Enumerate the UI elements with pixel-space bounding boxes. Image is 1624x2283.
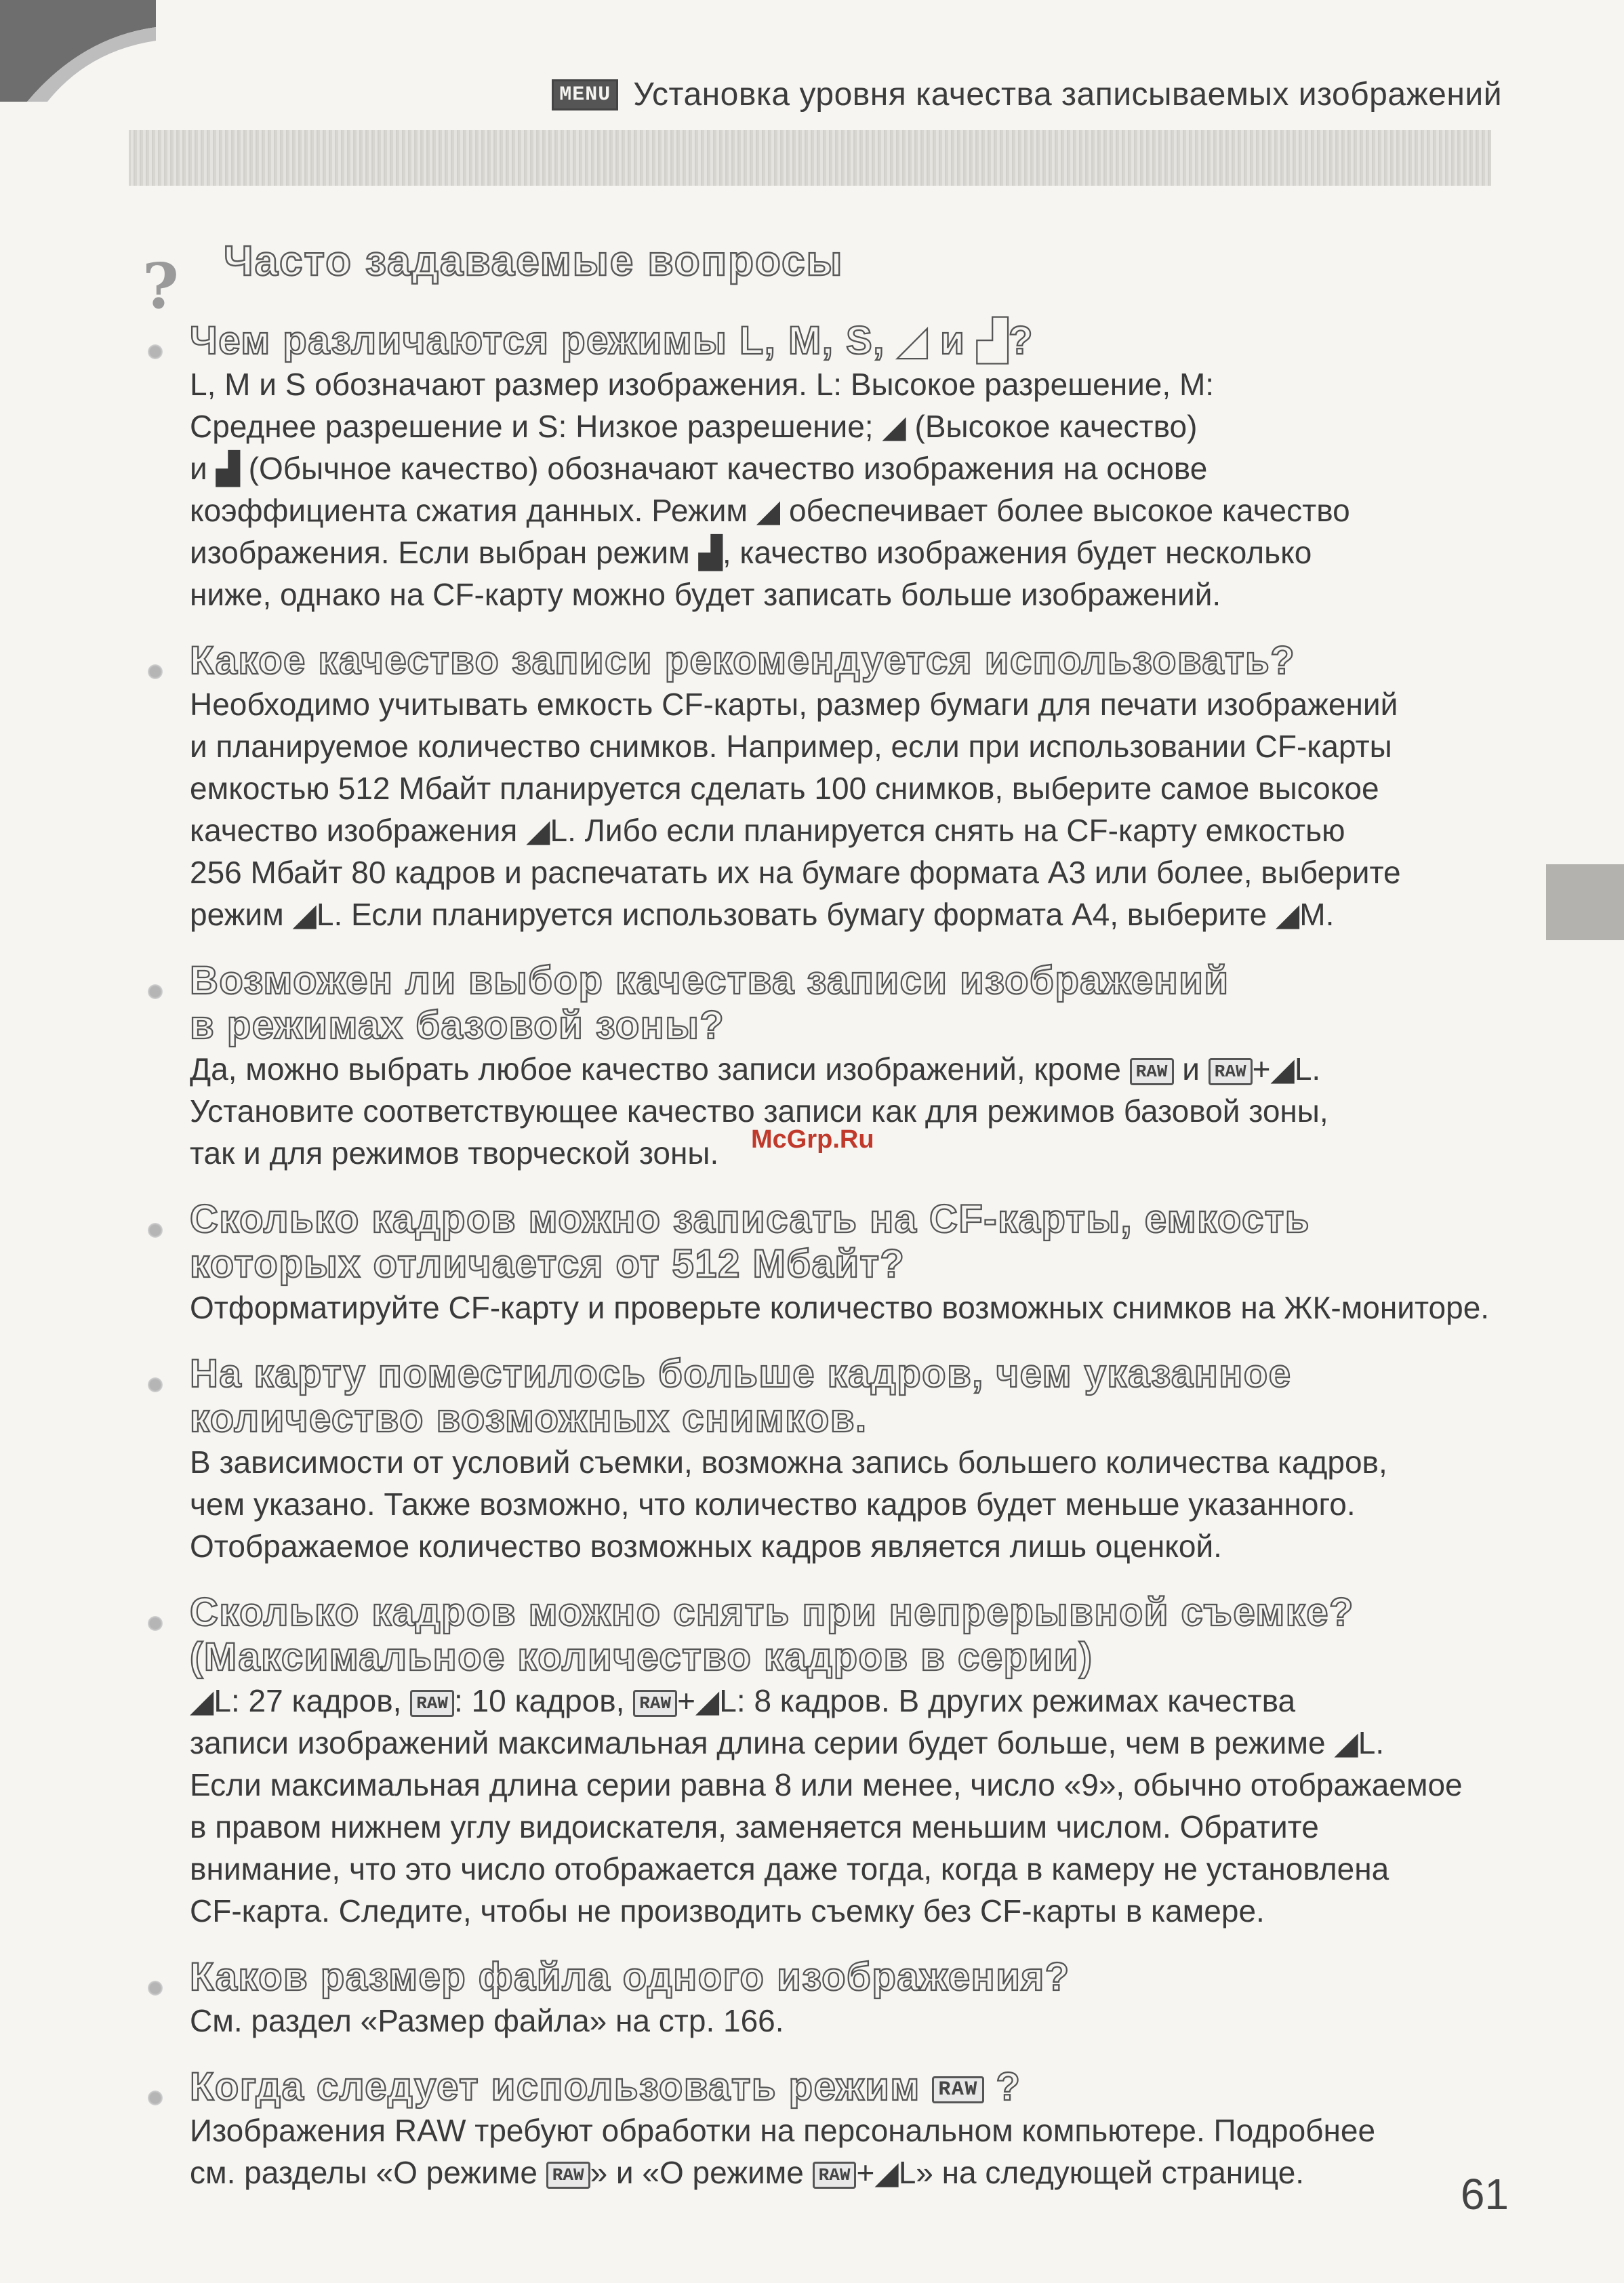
header-title: Установка уровня качества записываемых изображений (633, 77, 1502, 113)
page-number: 61 (1460, 2170, 1509, 2219)
raw-icon: RAW (1209, 1058, 1253, 1085)
question: Возможен ли выбор качества записи изображений в режимах базовой зоны? (190, 958, 1230, 1047)
watermark: McGrp.Ru (751, 1125, 874, 1154)
chapter-side-tab (1546, 864, 1624, 940)
faq-item-other-capacity (190, 1197, 1518, 1329)
question: Чем различаются режимы L, M, S, ◢ и ▟? (190, 319, 1034, 363)
raw-icon: RAW (932, 2076, 984, 2103)
raw-icon: RAW (546, 2162, 590, 2189)
raw-icon: RAW (1130, 1058, 1174, 1085)
answer-text: +◢L. Установите соответствующее качество записи как для режимов базовой зоны, так и для режимов творческой зоны. (190, 1051, 1328, 1171)
answer (190, 1048, 1518, 1174)
faq-item-more-frames (190, 1352, 1518, 1567)
menu-icon: MENU (552, 79, 618, 110)
answer-text: Изображения RAW требуют обработки на персональном компьютере. Подробнее см. разделы «О режиме (190, 2113, 1376, 2190)
question: Сколько кадров можно снять при непрерывной съемке? (Максимальное количество кадров в серии) (190, 1590, 1354, 1679)
question: Какое качество записи рекомендуется использовать? (190, 639, 1296, 683)
question-text: Когда следует использовать режим (190, 2065, 933, 2109)
answer-text: » и «О режиме (590, 2155, 813, 2190)
raw-icon: RAW (633, 1690, 677, 1717)
faq-item-file-size (190, 1955, 1518, 2042)
faq-item-raw-mode (190, 2065, 1518, 2194)
faq-list (190, 319, 1518, 2217)
question: Сколько кадров можно записать на CF-карты, емкость которых отличается от 512 Мбайт? (190, 1197, 1310, 1286)
faq-item-burst (190, 1590, 1518, 1932)
answer: Отформатируйте CF-карту и проверьте количество возможных снимков на ЖК-мониторе. (190, 1290, 1490, 1325)
raw-icon: RAW (410, 1690, 454, 1717)
question-text: ? (983, 2065, 1021, 2109)
answer: В зависимости от условий съемки, возможна запись большего количества кадров, чем указано. Также возможно, что количество кадров будет меньше указанного. Отображаемое количество возможных кадров является лишь оценкой. (190, 1444, 1387, 1564)
page-header (552, 76, 1502, 113)
faq-item-modes (190, 319, 1518, 615)
answer-text: Да, можно выбрать любое качество записи изображений, кроме (190, 1051, 1130, 1087)
answer-text: ◢L: 27 кадров, (190, 1683, 411, 1718)
answer (190, 1680, 1518, 1932)
question: На карту поместилось больше кадров, чем указанное количество возможных снимков. (190, 1352, 1292, 1440)
answer (190, 2109, 1518, 2194)
answer: См. раздел «Размер файла» на стр. 166. (190, 2003, 784, 2038)
answer-text: +◢L» на следующей странице. (856, 2155, 1305, 2190)
answer-text: +◢L: 8 кадров. В других режимах качества записи изображений максимальная длина серии будет больше, чем в режиме ◢L. Если максимальная длина серии равна 8 или менее, число «9», обычно отображаемое в правом нижнем углу видоискателя, заменяется меньшим числом. Обратите внимание, что это число отображается даже тогда, когда в камеру не установлена CF-карта. Следите, чтобы не производить съемку без CF-карты в камере. (190, 1683, 1463, 1928)
page-corner-shadow (0, 0, 156, 102)
question (190, 2065, 1518, 2109)
faq-item-recommended-quality (190, 639, 1518, 935)
question-mark-icon: ? (142, 249, 179, 323)
faq-title: Часто задаваемые вопросы (224, 238, 844, 285)
answer-text: : 10 кадров, (454, 1683, 634, 1718)
answer: L, M и S обозначают размер изображения. L: Высокое разрешение, M: Среднее разрешение и S: Низкое разрешение; ◢ (Высокое качество) и ▟ (Обычное качество) обозначают качество изображения на основе коэффициента сжатия данных. Режим ◢ обеспечивает более высокое качество изображения. Если выбран режим ▟, качество изображения будет несколько ниже, однако на CF-карту можно будет записать больше изображений. (190, 367, 1350, 612)
answer-text: и (1173, 1051, 1209, 1087)
question: Каков размер файла одного изображения? (190, 1955, 1070, 1999)
raw-icon: RAW (813, 2162, 857, 2189)
header-stripe (129, 130, 1491, 186)
answer: Необходимо учитывать емкость CF-карты, размер бумаги для печати изображений и планируемое количество снимков. Например, если при использовании CF-карты емкостью 512 Мбайт планируется сделать 100 снимков, выберите самое высокое качество изображения ◢L. Либо если планируется снять на CF-карту емкостью 256 Мбайт 80 кадров и распечатать их на бумаге формата A3 или более, выберите режим ◢L. Если планируется использовать бумагу формата A4, выберите ◢M. (190, 687, 1401, 932)
